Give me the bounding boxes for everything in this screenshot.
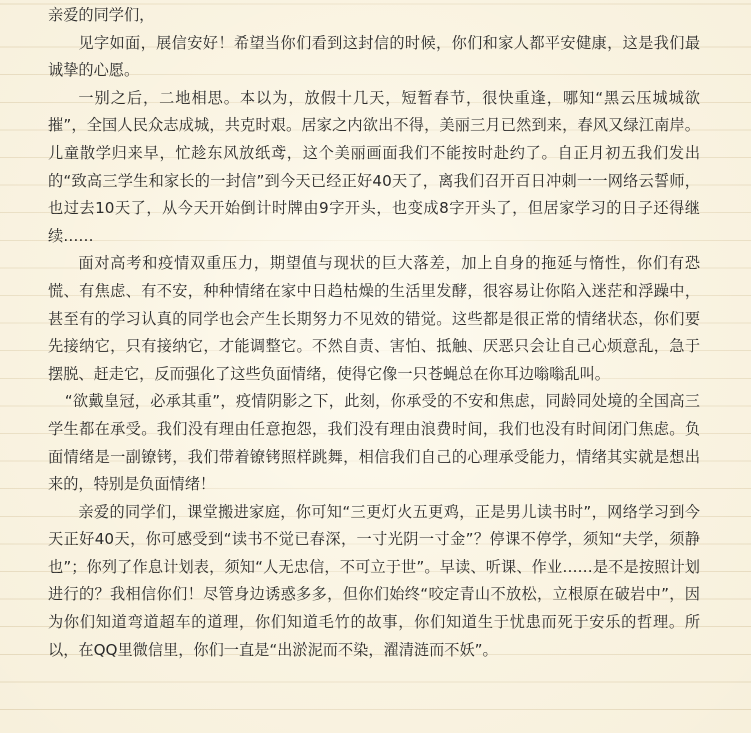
letter-body [48, 2, 700, 664]
letter-paragraph-5: 亲爱的同学们，课堂搬进家庭，你可知“三更灯火五更鸡，正是男儿读书时”，网络学习到今天正好40天，你可感受到“读书不觉已春深，一寸光阴一寸金”？停课不停学，须知“夫学，须静也”；你列了作息计划表，须知“人无忠信，不可立于世”。早读、听课、作业……是不是按照计划进行的？我相信你们！尽管身边诱惑多多，但你们始终“咬定青山不放松，立根原在破岩中”，因为你们知道弯道超车的道理，你们知道毛竹的故事，你们知道生于忧患而死于安乐的哲理。所以，在QQ里微信里，你们一直是“出淤泥而不染，濯清涟而不妖”。 [48, 502, 700, 659]
letter-paragraph-3: 面对高考和疫情双重压力，期望值与现状的巨大落差，加上自身的拖延与惰性，你们有恐慌、有焦虑、有不安，种种情绪在家中日趋枯燥的生活里发酵，很容易让你陷入迷茫和浮躁中，甚至有的学习认真的同学也会产生长期努力不见效的错觉。这些都是很正常的情绪状态，你们要先接纳它，只有接纳它，才能调整它。不然自责、害怕、抵触、厌恶只会让自己心烦意乱，急于摆脱、赶走它，反而强化了这些负面情绪，使得它像一只苍蝇总在你耳边嗡嗡乱叫。 [48, 254, 700, 383]
letter-greeting: 亲爱的同学们， [48, 6, 155, 24]
letter-paragraph-4: “欲戴皇冠，必承其重”，疫情阴影之下，此刻，你承受的不安和焦虑，同龄同处境的全国高三学生都在承受。我们没有理由任意抱怨，我们没有理由浪费时间，我们也没有时间闭门焦虑。负面情绪是一副镣铐，我们带着镣铐照样跳舞，相信我们自己的心理承受能力，情绪其实就是想出来的，特别是负面情绪！ [48, 392, 700, 494]
letter-paragraph-2: 一别之后，二地相思。本以为，放假十几天，短暂春节，很快重逢，哪知“黑云压城城欲摧”，全国人民众志成城，共克时艰。居家之内欲出不得，美丽三月已然到来，春风又绿江南岸。儿童散学归来早，忙趁东风放纸鸢，这个美丽画面我们不能按时赴约了。自正月初五我们发出的“致高三学生和家长的一封信”到今天已经正好40天了，离我们召开百日冲刺一一网络云誓师，也过去10天了，从今天开始倒计时牌由9字开头，也变成8字开头了，但居家学习的日子还得继续…… [48, 88, 700, 245]
letter-paragraph-1: 见字如面，展信安好！希望当你们看到这封信的时候，你们和家人都平安健康，这是我们最诚挚的心愿。 [48, 33, 700, 80]
